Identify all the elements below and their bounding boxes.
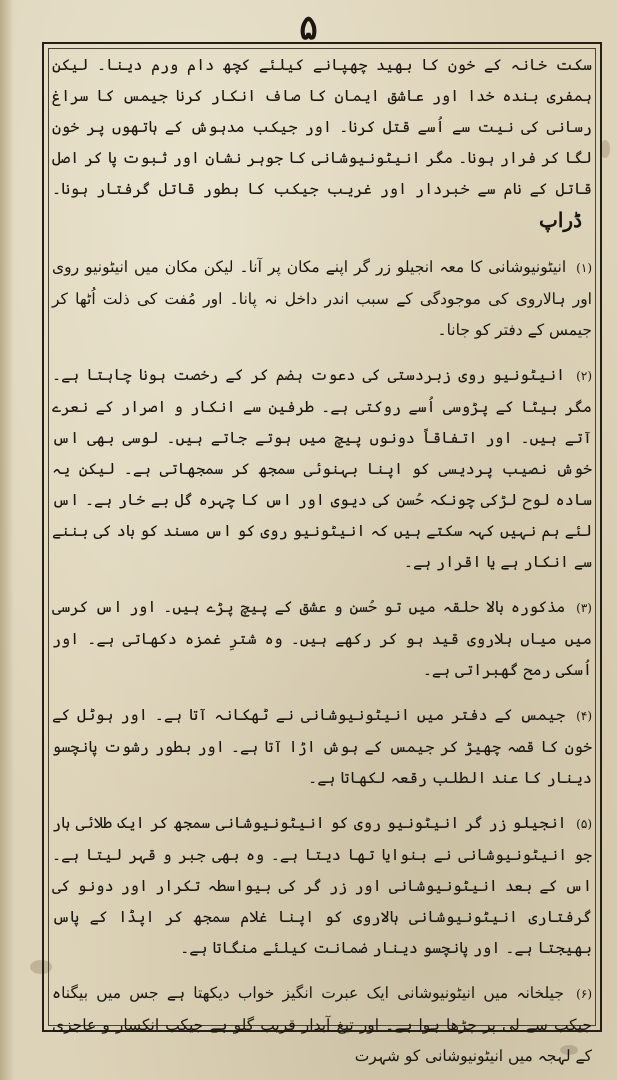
paragraph-text: مذکورہ بالا حلقہ میں تو حُسن و عشق کے پیچ پڑے ہیں۔ اور اس کرسی میں میاں ہلاروی قید ہو کر رکھے ہیں۔ وہ شترِ غمزہ دکھاتی ہے۔ اور اُسکی رمح گھبراتی ہے۔ [52, 598, 592, 679]
paragraph-number: (۵) [576, 817, 592, 831]
numbered-paragraph [52, 978, 592, 1072]
paragraph-text: انیٹونیو روی زبردستی کی دعوت ہضم کر کے رخصت ہونا چاہتا ہے۔ مگر بیٹا کے پڑوسی اُسے روکتی ہے۔ طرفین سے انکار و اصرار کے نعرے آتے ہیں۔ اور اتفاقاً دونوں پیچ میں ہوتے جاتے ہیں۔ لوسی بھی اس خوش نصیب پردیسی کو اپنا بہنوئی سمجھ کر سمجھاتی ہے۔ لیکن یہ سادہ لوح لڑکی چونکہ حُسن کی دیوی اور اس کا چہرہ گل بے خار ہے۔ اس لئے ہم نہیں کہہ سکتے ہیں کہ انیٹونیو روی کو اس مسند کو باد کی بننے سے انکار ہے یا اقرار ہے۔ [52, 366, 592, 571]
page-number: ۵ [299, 8, 318, 48]
intro-text: سکت خانہ کے خون کا بھید چھپانے کیلئے کچھ دام ورم دینا۔ لیکن ہمفری بندہ خدا اور عاشق ایمان کا صاف انکار کرنا جیمس کا سراغ رسانی کی نیت سے اُسے قتل کرنا۔ اور جیکب مدہوش کے ہاتھوں پر خون لگا کر فرار ہونا۔ مگر انیٹونیوشانی کا جوہر نشان اور ثبوت پا کر اصل قاتل کے نام سے خبردار اور غریب جیکب کا بطور قاتل گرفتار ہونا۔ [52, 56, 592, 198]
intro-paragraph [52, 50, 592, 238]
paragraph-number: (۶) [576, 987, 592, 1001]
page-edge-shadow [0, 0, 14, 1080]
paragraph-text: انجیلو زر گر انیٹونیو روی کو انیٹونیوشانی سمجھ کر ایک طلائی ہار جو انیٹونیوشانی نے بنوایا تھا دیتا ہے۔ وہ بھی جبر و قہر لیتا ہے۔ اس کے بعد انیٹونیوشانی اور زر گر کی بیواسطہ تکرار اور دونو کی گرفتاری انیٹونیوشانی ہالاروی کو اپنا غلام سمجھ کر اپڈا کے پاس بھیجتا ہے۔ اور پانچسو دینار ضمانت کیلئے منگاتا ہے۔ [52, 814, 592, 957]
page-body [52, 50, 592, 1080]
paragraph-number: (۲) [576, 369, 592, 383]
paragraph-text: جیلخانہ میں انیٹونیوشانی ایک عبرت انگیز خواب دیکھتا ہے جس میں بیگناہ جیکب سے لی پر چڑھا ہوا ہے۔ اور تیغ آبدار قریب گلو ہے جیکب انکسار و عاجزی کے لہجہ میں انیٹونیوشانی کو شہرت [52, 984, 592, 1065]
numbered-paragraph [52, 808, 592, 964]
paragraph-number: (۳) [576, 601, 592, 615]
numbered-paragraph [52, 700, 592, 794]
numbered-paragraph [52, 252, 592, 346]
paragraph-text: انیٹونیوشانی کا معہ انجیلو زر گر اپنے مکان پر آنا۔ لیکن مکان میں انیٹونیو روی اور ہالاروی کی موجودگی کے سبب اندر داخل نہ پانا۔ اور مُفت کی ذلت اُٹھا کر جیمس کے دفتر کو جانا۔ [52, 258, 592, 339]
section-heading: ڈراپ [539, 208, 582, 232]
paragraph-number: (۱) [576, 261, 592, 275]
numbered-paragraph [52, 592, 592, 686]
paragraph-text: جیمس کے دفتر میں انیٹونیوشانی نے ٹھکانہ آتا ہے۔ اور ہوٹل کے خون کا قصہ چھیڑ کر جیمس کے ہوش اڑا آتا ہے۔ اور بطور رشوت پانچسو دینار کا عند الطلب رقعہ لکھاتا ہے۔ [52, 706, 592, 787]
paragraph-number: (۴) [576, 709, 592, 723]
numbered-paragraph [52, 360, 592, 578]
